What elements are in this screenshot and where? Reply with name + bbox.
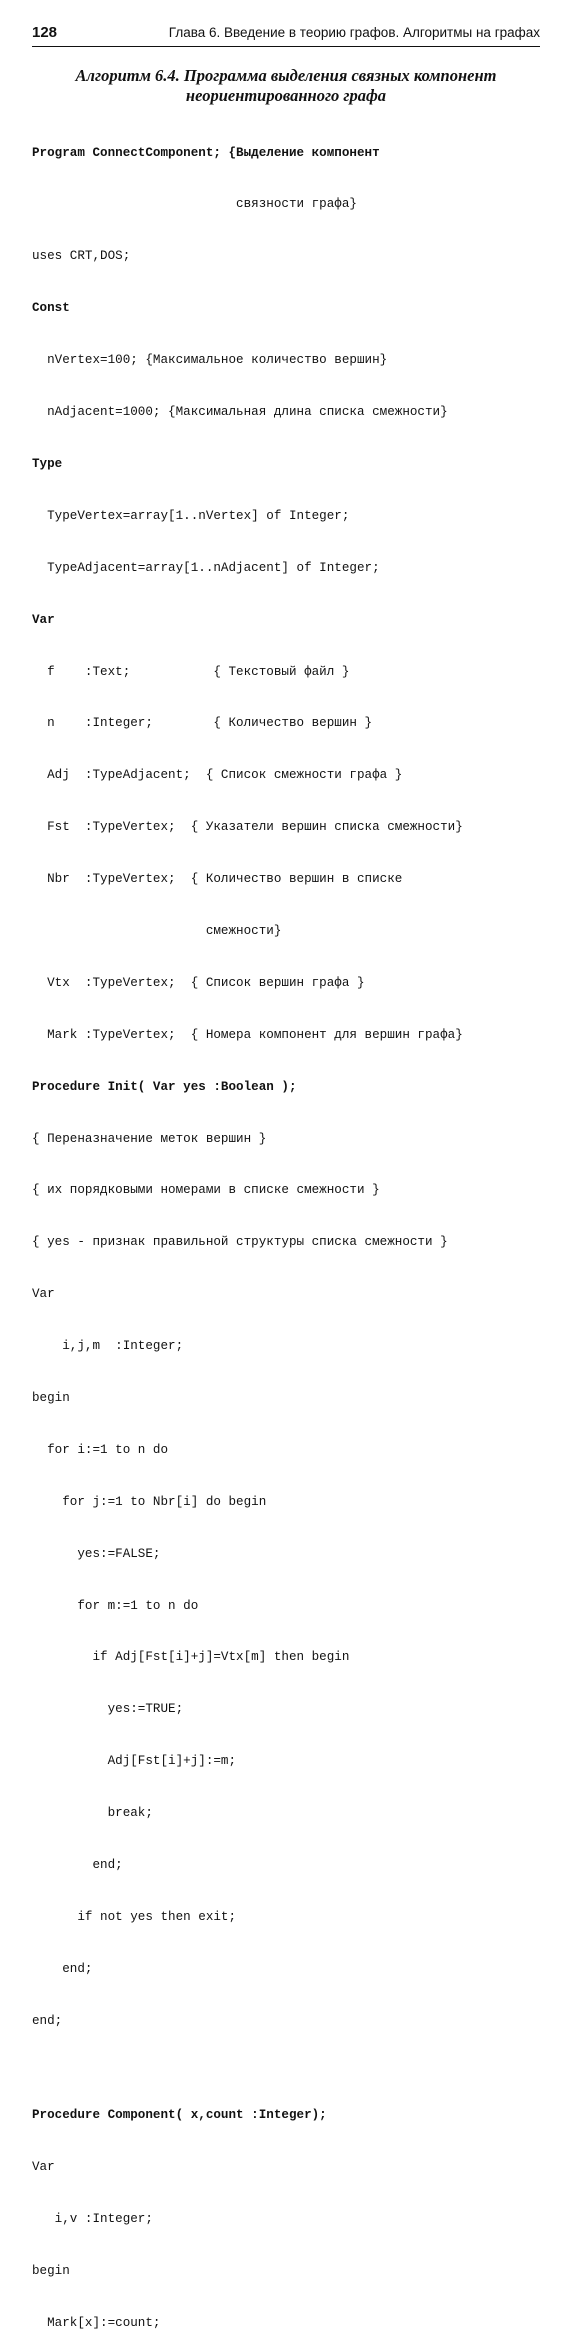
code-line: Program ConnectComponent; {Выделение компонент bbox=[32, 145, 380, 160]
code-line: Fst :TypeVertex; { Указатели вершин списка смежности} bbox=[32, 820, 463, 835]
code-line: i,j,m :Integer; bbox=[32, 1339, 184, 1354]
code-line: Mark[x]:=count; bbox=[32, 2315, 161, 2330]
code-line: Vtx :TypeVertex; { Список вершин графа } bbox=[32, 975, 365, 990]
code-line: TypeAdjacent=array[1..nAdjacent] of Integer; bbox=[32, 560, 380, 575]
code-line: end; bbox=[32, 2013, 63, 2028]
code-line: i,v :Integer; bbox=[32, 2211, 153, 2226]
page-header bbox=[32, 20, 540, 47]
algorithm-title-line-2: неориентированного графа bbox=[185, 86, 387, 105]
code-line: Type bbox=[32, 456, 63, 471]
code-line: for i:=1 to n do bbox=[32, 1442, 169, 1457]
page-number: 128 bbox=[32, 24, 58, 41]
code-line: Var bbox=[32, 612, 55, 627]
code-line: yes:=FALSE; bbox=[32, 1546, 161, 1561]
code-line: begin bbox=[32, 2263, 70, 2278]
code-line: nVertex=100; {Максимальное количество вершин} bbox=[32, 353, 388, 368]
code-line: Adj[Fst[i]+j]:=m; bbox=[32, 1754, 237, 1769]
code-line: if not yes then exit; bbox=[32, 1909, 237, 1924]
code-line: { yes - признак правильной структуры списка смежности } bbox=[32, 1235, 448, 1250]
code-line: { Переназначение меток вершин } bbox=[32, 1131, 267, 1146]
code-listing bbox=[32, 110, 552, 2349]
code-line: Procedure Component( x,count :Integer); bbox=[32, 2108, 327, 2123]
code-line: Procedure Init( Var yes :Boolean ); bbox=[32, 1079, 297, 1094]
code-line: for j:=1 to Nbr[i] do begin bbox=[32, 1494, 267, 1509]
code-line: Var bbox=[32, 1287, 55, 1302]
code-line: Var bbox=[32, 2160, 55, 2175]
code-line: связности графа} bbox=[32, 197, 357, 212]
code-line: for m:=1 to n do bbox=[32, 1598, 199, 1613]
code-line: Adj :TypeAdjacent; { Список смежности графа } bbox=[32, 768, 403, 783]
code-line: nAdjacent=1000; {Максимальная длина списка смежности} bbox=[32, 405, 448, 420]
code-line: Const bbox=[32, 301, 70, 316]
code-line: n :Integer; { Количество вершин } bbox=[32, 716, 373, 731]
code-line: { их порядковыми номерами в списке смежности } bbox=[32, 1183, 380, 1198]
algorithm-title-line-1: Алгоритм 6.4. Программа выделения связных компонент bbox=[75, 66, 497, 85]
code-line: begin bbox=[32, 1390, 70, 1405]
algorithm-title bbox=[32, 66, 540, 106]
code-line: if Adj[Fst[i]+j]=Vtx[m] then begin bbox=[32, 1650, 350, 1665]
code-line: break; bbox=[32, 1806, 153, 1821]
code-line: TypeVertex=array[1..nVertex] of Integer; bbox=[32, 508, 350, 523]
blank-line bbox=[32, 2065, 552, 2073]
code-line: смежности} bbox=[32, 923, 282, 938]
code-line: Mark :TypeVertex; { Номера компонент для вершин графа} bbox=[32, 1027, 463, 1042]
code-line: f :Text; { Текстовый файл } bbox=[32, 664, 350, 679]
code-line: yes:=TRUE; bbox=[32, 1702, 184, 1717]
code-line: end; bbox=[32, 1857, 123, 1872]
code-line: end; bbox=[32, 1961, 93, 1976]
code-line: uses CRT,DOS; bbox=[32, 249, 131, 264]
running-head: Глава 6. Введение в теорию графов. Алгоритмы на графах bbox=[168, 25, 540, 40]
code-line: Nbr :TypeVertex; { Количество вершин в списке bbox=[32, 872, 403, 887]
